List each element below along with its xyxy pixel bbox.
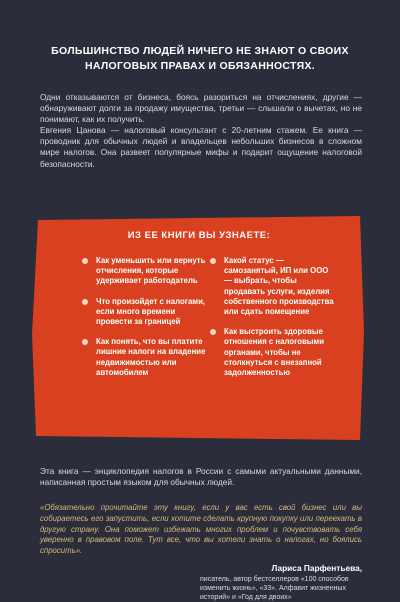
list-item-text: Как понять, что вы платите лишние налоги на владение недвижимостью или автомобилем [96, 337, 206, 377]
summary-paragraph: Эта книга — энциклопедия налогов в России с самыми актуальными данными, написанная простым языком для обычных людей. [40, 466, 362, 488]
bullet-icon [82, 299, 88, 305]
list-item [210, 327, 338, 378]
bullet-icon [210, 329, 216, 335]
panel-title: ИЗ ЕЕ КНИГИ ВЫ УЗНАЕТЕ: [127, 230, 271, 241]
benefits-panel [30, 214, 368, 442]
list-item-text: Что произойдет с налогами, если много времени провести за границей [96, 296, 206, 327]
list-item [82, 297, 212, 328]
bullet-icon [82, 258, 88, 264]
intro-paragraph: Одни отказываются от бизнеса, боясь разориться на отчислениях, другие — обнаруживают долги за продажу имущества, третьи — слышали о вычетах, но не понимают, как их получить. [40, 92, 362, 125]
list-item-text: Какой статус — самозанятый, ИП или ООО — выбрать, чтобы продавать услуги, изделия собственного производства или сдать помещение [224, 256, 334, 317]
quote-author-description: писатель, автор бестселлеров «100 способов изменить жизнь», «33». Алфавит жизненных историй» и «Год для двоих» [200, 576, 349, 601]
quote-author: Лариса Парфентьева, [271, 563, 362, 573]
headline: БОЛЬШИНСТВО ЛЮДЕЙ НИЧЕГО НЕ ЗНАЮТ О СВОИХ НАЛОГОВЫХ ПРАВАХ И ОБЯЗАННОСТЯХ. [51, 45, 349, 72]
list-item [210, 256, 338, 317]
bullet-icon [82, 339, 88, 345]
list-item [82, 256, 212, 287]
left-column [82, 256, 212, 388]
list-item-text: Как уменьшить или вернуть отчисления, которые удерживает работодатель [96, 256, 206, 286]
list-item [82, 337, 212, 378]
right-column [210, 256, 338, 388]
list-item-text: Как выстроить здоровые отношения с налоговыми органами, чтобы не столкнуться с внезапной задолженностью [224, 327, 324, 378]
bullet-icon [210, 258, 216, 264]
testimonial-quote: «Обязательно прочитайте эту книгу, если у вас есть свой бизнес или вы собираетесь его запустить, если хотите сделать крупную покупку или переехать в другую страну. Она поможет избежать многих проблем и почувствовать себя уверенно в правовом поле. Тут все, что вы хотели знать о налогах, но боялись спросить». [40, 503, 362, 556]
author-paragraph: Евгения Цанова — налоговый консультант с 20-летним стажем. Ее книга — проводник для обычных людей и владельцев небольших бизнесов в сложном мире налогов. Она развеет популярные мифы и подарит ощущение налоговой безопасности. [40, 125, 362, 169]
